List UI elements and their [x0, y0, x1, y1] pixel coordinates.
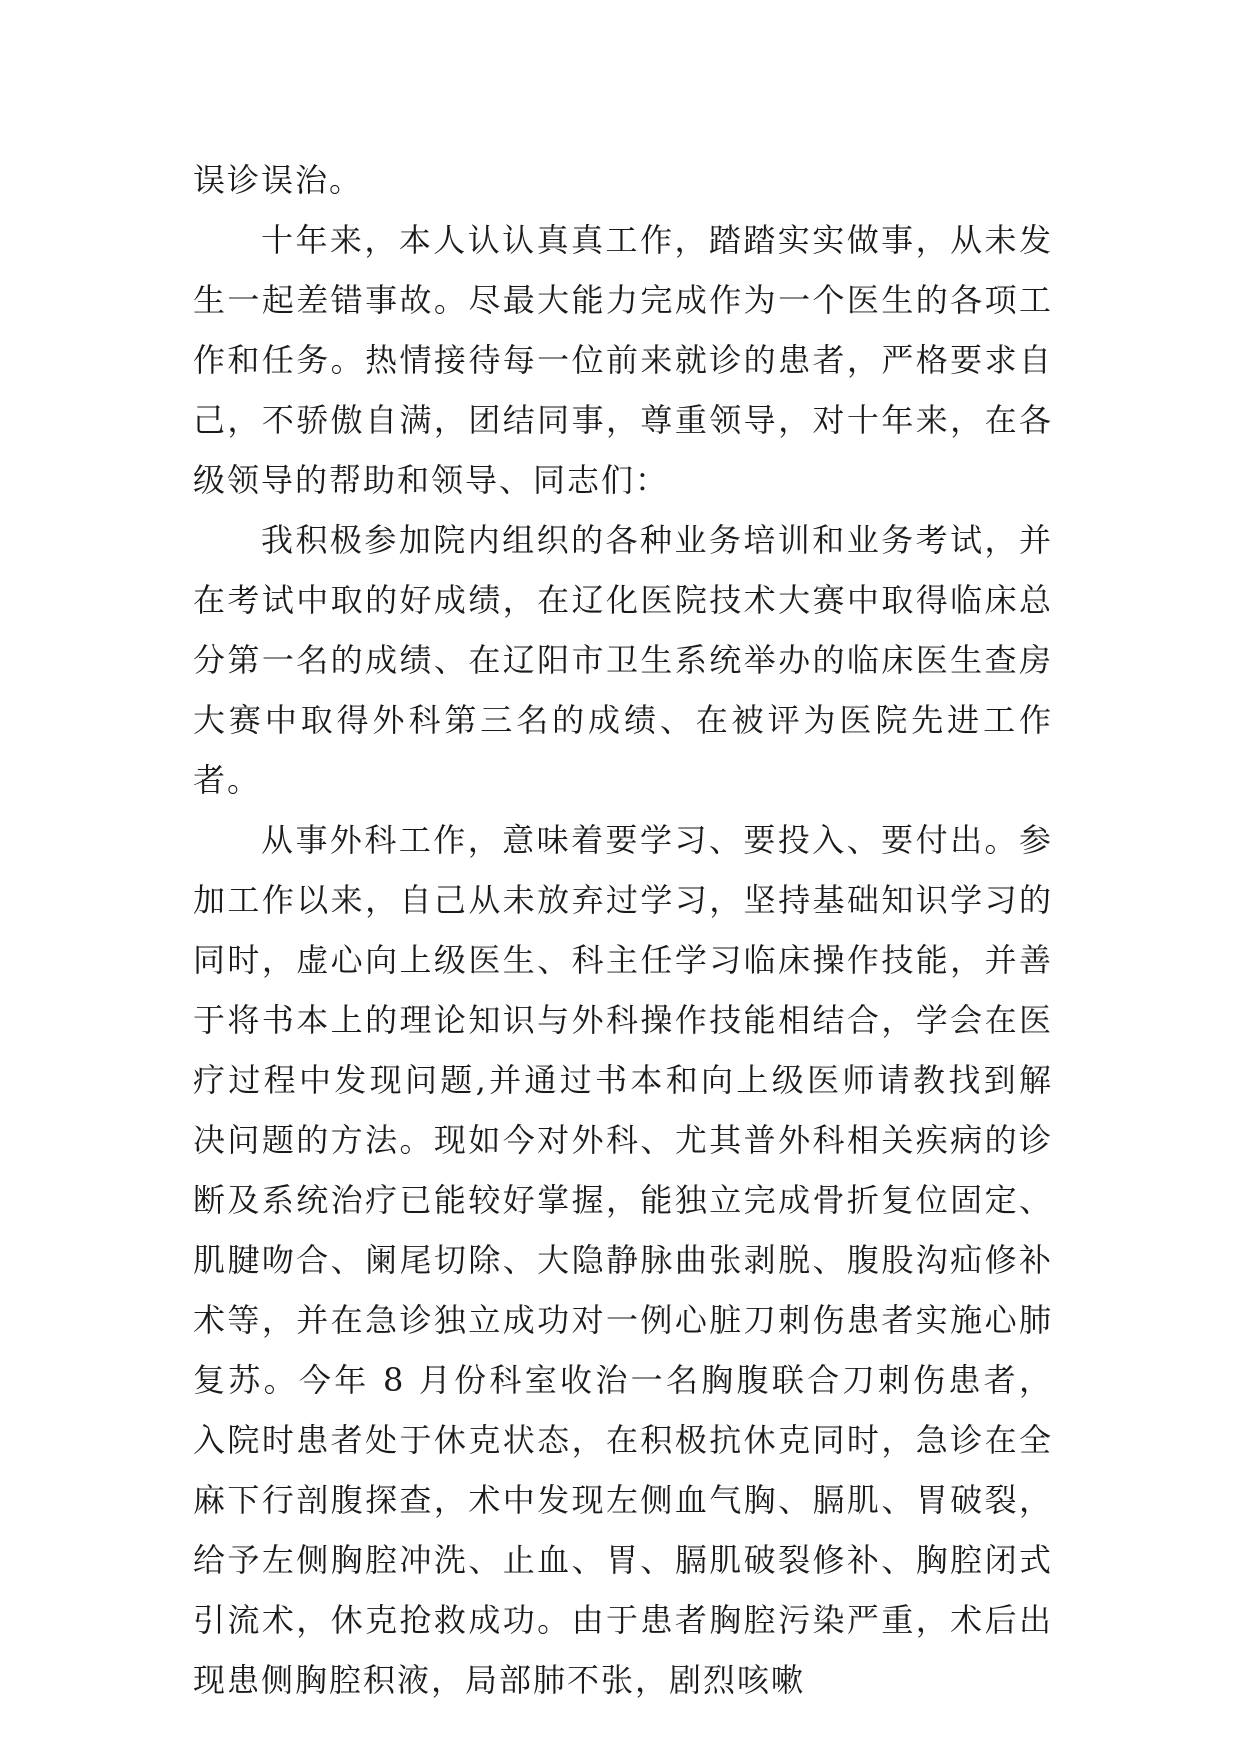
paragraph-2: 十年来，本人认认真真工作，踏踏实实做事，从未发生一起差错事故。尽最大能力完成作为一个医生的各项工作和任务。热情接待每一位前来就诊的患者，严格要求自己，不骄傲自满，团结同事，尊重领导，对十年来，在各级领导的帮助和领导、同志们： — [193, 221, 1053, 499]
paragraph-1: 误诊误治。 — [193, 161, 364, 199]
paragraph-3: 我积极参加院内组织的各种业务培训和业务考试，并在考试中取的好成绩，在辽化医院技术大赛中取得临床总分第一名的成绩、在辽阳市卫生系统举办的临床医生查房大赛中取得外科第三名的成绩、在被评为医院先进工作者。 — [193, 521, 1053, 799]
document-body — [193, 150, 1053, 1710]
paragraph-4: 从事外科工作，意味着要学习、要投入、要付出。参加工作以来，自己从未放弃过学习，坚持基础知识学习的同时，虚心向上级医生、科主任学习临床操作技能，并善于将书本上的理论知识与外科操作技能相结合，学会在医疗过程中发现问题,并通过书本和向上级医师请教找到解决问题的方法。现如今对外科、尤其普外科相关疾病的诊断及系统治疗已能较好掌握，能独立完成骨折复位固定、肌腱吻合、阑尾切除、大隐静脉曲张剥脱、腹股沟疝修补术等，并在急诊独立成功对一例心脏刀刺伤患者实施心肺复苏。今年 8 月份科室收治一名胸腹联合刀刺伤患者，入院时患者处于休克状态，在积极抗休克同时，急诊在全麻下行剖腹探查，术中发现左侧血气胸、膈肌、胃破裂，给予左侧胸腔冲洗、止血、胃、膈肌破裂修补、胸腔闭式引流术，休克抢救成功。由于患者胸腔污染严重，术后出现患侧胸腔积液，局部肺不张，剧烈咳嗽 — [193, 821, 1053, 1699]
